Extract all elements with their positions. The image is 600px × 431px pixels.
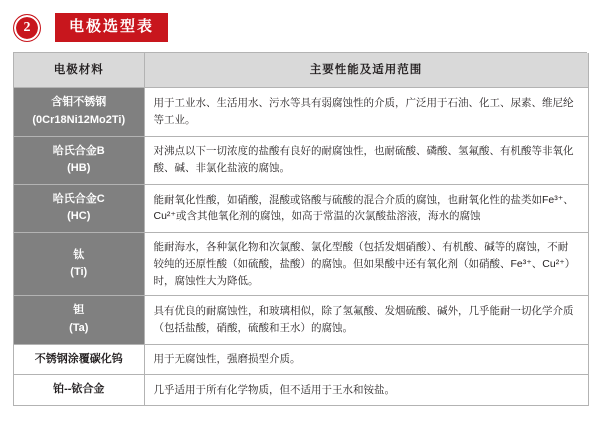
cell-material xyxy=(14,296,144,344)
cell-description: 用于无腐蚀性，强磨损型介质。 xyxy=(144,344,588,375)
cell-material xyxy=(14,136,144,184)
material-line: (Ti) xyxy=(70,266,88,279)
cell-description: 能耐氧化性酸，如硝酸，混酸或铬酸与硫酸的混合介质的腐蚀，也耐氧化性的盐类如Fe³⁺、Cu²⁺或含其他氧化剂的腐蚀，如高于常温的次氯酸盐溶液，海水的腐蚀 xyxy=(144,184,588,232)
cell-description: 用于工业水、生活用水、污水等具有弱腐蚀性的介质，广泛用于石油、化工、尿素、维尼纶等工业。 xyxy=(144,88,588,136)
material-line: (HC) xyxy=(67,210,91,223)
page-title: 电极选型表 xyxy=(55,13,168,42)
electrode-selection-table xyxy=(14,53,589,406)
material-line: (Ta) xyxy=(69,321,89,334)
material-line: 钛 xyxy=(73,248,85,261)
cell-material xyxy=(14,232,144,295)
cell-description: 具有优良的耐腐蚀性，和玻璃相似，除了氢氟酸、发烟硫酸、碱外，几乎能耐一切化学介质（包括盐酸，硝酸，硫酸和王水）的腐蚀。 xyxy=(144,296,588,344)
table-row xyxy=(14,375,588,406)
table-header-row xyxy=(14,53,588,88)
cell-description: 能耐海水，各种氯化物和次氯酸、氯化型酸（包括发烟硝酸）、有机酸、碱等的腐蚀，不耐较纯的还原性酸（如硫酸，盐酸）的腐蚀。但如果酸中还有氧化剂（如硝酸、Fe³⁺、Cu²⁺）时，腐蚀性大为降低。 xyxy=(144,232,588,295)
cell-material xyxy=(14,375,144,406)
column-header-material: 电极材料 xyxy=(14,53,144,88)
table-header xyxy=(14,53,588,88)
cell-material xyxy=(14,344,144,375)
section-number-badge xyxy=(13,14,41,42)
cell-material xyxy=(14,88,144,136)
column-header-description: 主要性能及适用范围 xyxy=(144,53,588,88)
cell-material xyxy=(14,184,144,232)
spec-table-wrapper xyxy=(13,52,587,406)
material-line: 哈氏合金B xyxy=(52,144,105,157)
table-row xyxy=(14,88,588,136)
material-line: 铂--铱合金 xyxy=(53,383,105,396)
document-header xyxy=(0,0,600,42)
table-row xyxy=(14,344,588,375)
table-row xyxy=(14,184,588,232)
table-row xyxy=(14,232,588,295)
cell-description: 几乎适用于所有化学物质，但不适用于王水和铵盐。 xyxy=(144,375,588,406)
material-line: 不锈钢涂覆碳化钨 xyxy=(34,352,123,365)
material-line: 哈氏合金C xyxy=(52,192,105,205)
material-line: 钽 xyxy=(73,304,85,317)
section-number-text: 2 xyxy=(15,16,39,40)
material-line: (HB) xyxy=(67,162,91,175)
cell-description: 对沸点以下一切浓度的盐酸有良好的耐腐蚀性，也耐硫酸、磷酸、氢氟酸、有机酸等非氧化酸、碱、非氯化盐液的腐蚀。 xyxy=(144,136,588,184)
table-body xyxy=(14,88,588,405)
table-row xyxy=(14,296,588,344)
material-line: (0Cr18Ni12Mo2Ti) xyxy=(32,113,126,126)
material-line: 含钼不锈钢 xyxy=(51,96,107,109)
table-row xyxy=(14,136,588,184)
